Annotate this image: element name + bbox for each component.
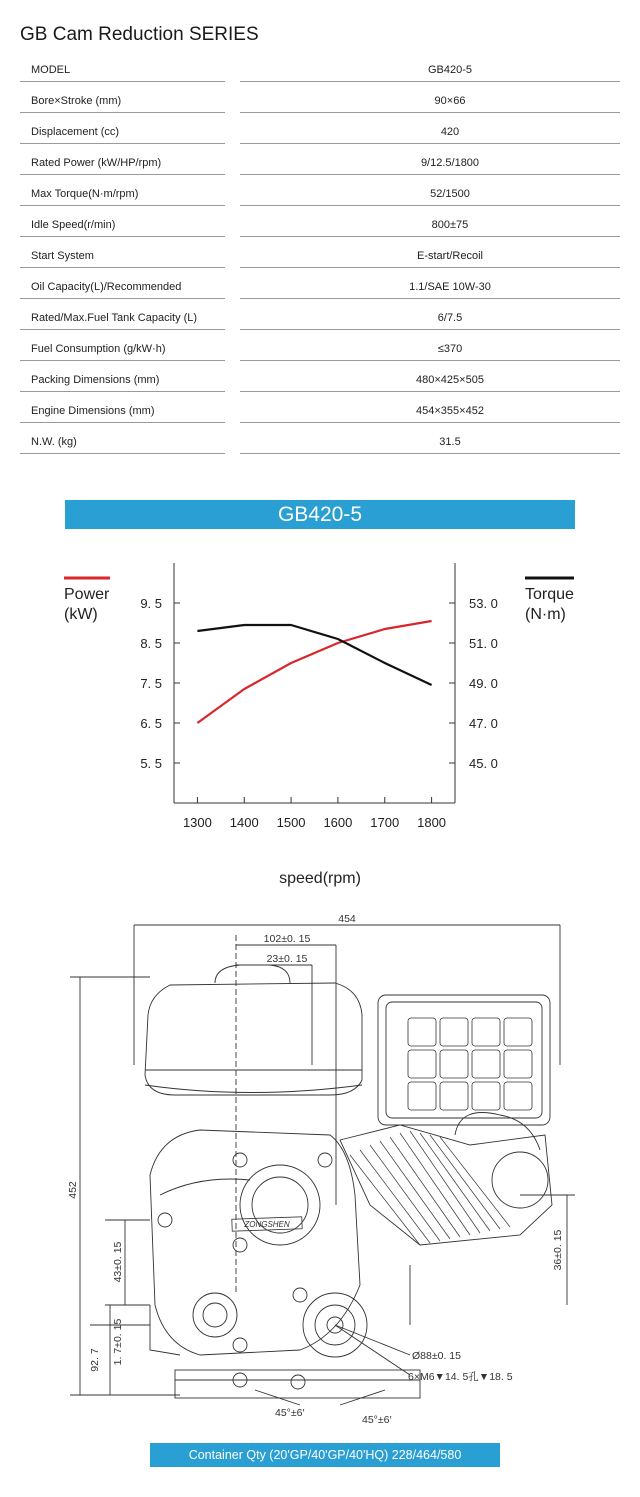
spec-label: Engine Dimensions (mm) [31,405,155,417]
torque-legend-unit: (N·m) [525,606,566,623]
spec-row [20,423,620,454]
left-tick-label: 9. 5 [140,596,162,611]
dim-43: 43±0. 15 [112,1241,124,1283]
spec-row [20,299,620,330]
x-tick-label: 1700 [370,815,400,830]
spec-value: 420 [440,126,460,138]
container-qty-banner: Container Qty (20'GP/40'GP/40'HQ) 228/464/580 [150,1443,500,1467]
x-tick-label: 1500 [276,815,306,830]
right-tick-label: 51. 0 [469,636,498,651]
spec-value: 52/1500 [430,188,470,200]
page-title: GB Cam Reduction SERIES [20,24,259,45]
spec-label: Bore×Stroke (mm) [31,95,122,107]
spec-row [20,392,620,423]
left-tick-label: 7. 5 [140,676,162,691]
spec-value: 31.5 [439,436,461,448]
engine-dimension-drawing [0,905,640,1435]
dim-width: 454 [338,913,356,925]
spec-row [20,82,620,113]
spec-value: 480×425×505 [416,374,484,386]
dim-1-7: 1. 7±0. 15 [112,1318,124,1366]
series-line-torque [197,625,431,685]
dim-angle-a: 45°±6′ [275,1407,305,1419]
spec-label: Oil Capacity(L)/Recommended [31,281,182,293]
dim-23: 23±0. 15 [266,953,308,965]
left-tick-label: 5. 5 [140,756,162,771]
spec-value: E-start/Recoil [416,250,484,262]
chart-x-axis-label: speed(rpm) [279,870,361,887]
spec-value: ≤370 [437,343,463,355]
right-tick-label: 53. 0 [469,596,498,611]
spec-row [20,268,620,299]
dim-angle-b: 45°±6′ [362,1414,392,1426]
x-tick-label: 1800 [417,815,447,830]
row-divider [240,453,620,454]
spec-label: Packing Dimensions (mm) [31,374,160,386]
dim-height: 452 [67,1181,79,1199]
spec-label: Rated/Max.Fuel Tank Capacity (L) [31,312,198,324]
performance-chart [0,555,640,855]
series-line-power [197,621,431,723]
x-tick-label: 1300 [182,815,212,830]
row-divider [20,453,225,454]
spec-value: 90×66 [434,95,466,107]
spec-label: Idle Speed(r/min) [31,219,116,231]
spec-row [20,237,620,268]
spec-value: GB420-5 [427,64,473,76]
spec-row [20,51,620,82]
spec-row [20,113,620,144]
right-tick-label: 47. 0 [469,716,498,731]
spec-value: 800±75 [431,219,469,231]
spec-value: 454×355×452 [416,405,484,417]
spec-row [20,206,620,237]
spec-row [20,175,620,206]
x-tick-label: 1600 [323,815,353,830]
spec-label: Max Torque(N·m/rpm) [31,188,139,200]
spec-label: N.W. (kg) [31,436,77,448]
right-tick-label: 45. 0 [469,756,498,771]
spec-value: 1.1/SAE 10W-30 [409,281,491,293]
left-tick-label: 6. 5 [140,716,162,731]
power-legend-label: Power [64,586,110,603]
x-tick-label: 1400 [229,815,259,830]
power-legend-unit: (kW) [64,606,98,623]
spec-row [20,361,620,392]
spec-label: Rated Power (kW/HP/rpm) [31,157,162,169]
spec-value: 9/12.5/1800 [420,157,480,169]
model-banner: GB420-5 [65,500,575,529]
torque-legend-label: Torque [525,586,574,603]
left-tick-label: 8. 5 [140,636,162,651]
dim-102: 102±0. 15 [263,933,311,945]
dim-holes: 6×M6▼14. 5孔▼18. 5 [408,1371,513,1383]
spec-label: MODEL [31,64,71,76]
dim-36: 36±0. 15 [552,1229,564,1271]
dim-88: Ø88±0. 15 [412,1350,461,1362]
spec-label: Displacement (cc) [31,126,120,138]
dim-92: 92. 7 [89,1348,101,1372]
spec-label: Start System [31,250,94,262]
spec-row [20,330,620,361]
spec-row [20,144,620,175]
drawing-logo: ZONGSHEN [244,1220,290,1229]
right-tick-label: 49. 0 [469,676,498,691]
spec-value: 6/7.5 [437,312,463,324]
spec-label: Fuel Consumption (g/kW·h) [31,343,166,355]
